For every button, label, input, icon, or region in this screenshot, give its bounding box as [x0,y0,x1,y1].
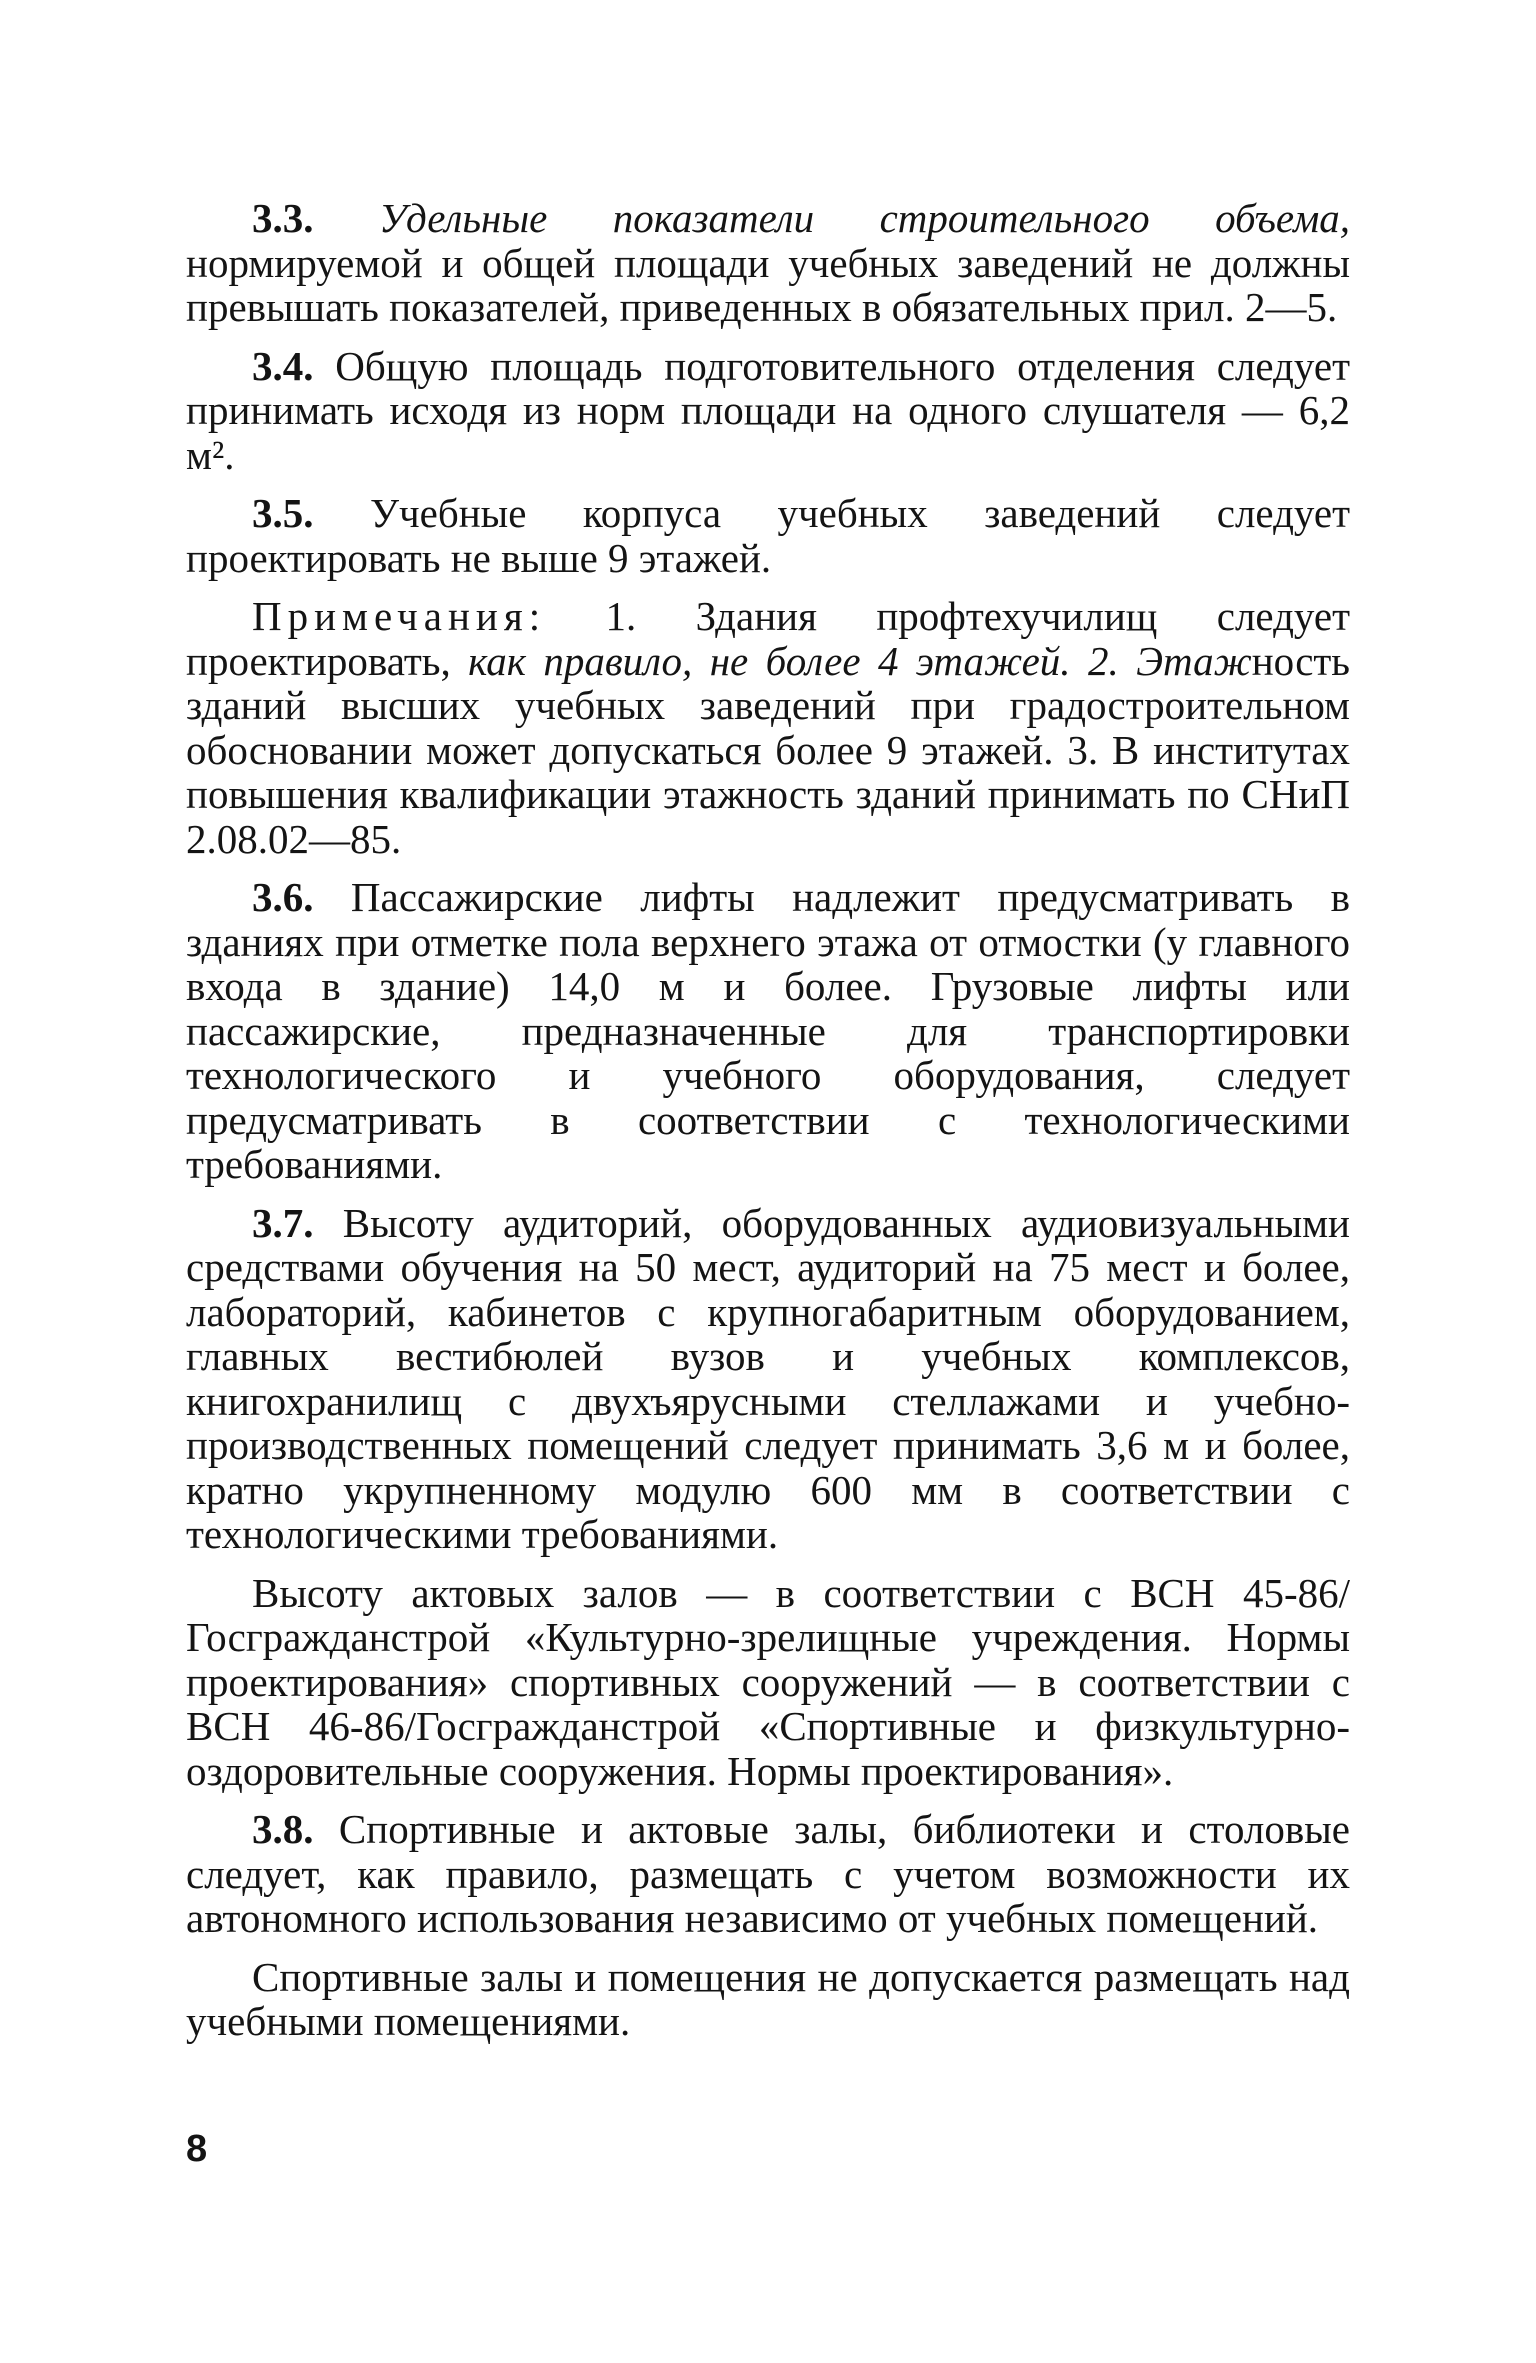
note-italic: как правило, не более 4 этажей. 2. Этаж [468,637,1252,684]
paragraph-3-3 [186,196,1350,330]
paragraph-3-8-continued [186,1955,1350,2044]
note-text-2: ность зданий высших учебных заведений при градостроительном обосновании может допускаться более 9 этажей. 3. В институтах повышения квалификации этажность зданий принимать по СНиП 2.08.02—85. [186,637,1351,862]
clause-number: 3.6. [252,874,314,920]
clause-lead: Удельные показатели строительного объема, [379,195,1351,241]
paragraph-3-8 [186,1807,1350,1941]
clause-text: Общую площадь подготовительного отделения следует принимать исходя из норм площади на одного слушателя — 6,2 м². [186,342,1350,478]
clause-number: 3.7. [252,1199,314,1246]
note-paragraph [186,594,1350,861]
clause-text: Спортивные залы и помещения не допускается размещать над учебными помещениями. [186,1953,1350,2044]
paragraph-3-7-continued [186,1571,1350,1794]
paragraph-3-5 [186,491,1350,580]
clause-text: нормируемой и общей площади учебных заведений не должны превышать показателей, приведенных в обязательных прил. 2—5. [186,239,1350,330]
note-label: Примечания: [252,593,547,639]
body-text [186,196,1350,2058]
clause-text: Высоту аудиторий, оборудованных аудиовизуальными средствами обучения на 50 мест, аудиторий на 75 мест и более, лабораторий, кабинетов с крупногабаритным оборудованием, главных вестибюлей вузов и учебных комплексов, книгохранилищ с двухъярусными стеллажами и учебно-производственных помещений следует принимать 3,6 м и более, кратно укрупненному модулю 600 мм в соответствии с технологическими требованиями. [186,1199,1351,1557]
clause-number: 3.5. [252,490,314,536]
clause-number: 3.3. [252,195,314,241]
clause-text: Учебные корпуса учебных заведений следует проектировать не выше 9 этажей. [186,490,1350,581]
paragraph-3-4 [186,344,1350,478]
page-number: 8 [186,2128,208,2170]
clause-number: 3.8. [252,1806,314,1852]
clause-text: Пассажирские лифты надлежит предусматривать в зданиях при отметке пола верхнего этажа от отмостки (у главного входа в здание) 14,0 м и более. Грузовые лифты или пассажирские, предназначенные для транспортировки технологического и учебного оборудования, следует предусматривать в соответствии с технологическими требованиями. [186,874,1351,1187]
paragraph-3-7 [186,1201,1350,1557]
clause-text: Спортивные и актовые залы, библиотеки и столовые следует, как правило, размещать с учетом возможности их автономного использования независимо от учебных помещений. [186,1806,1350,1941]
paragraph-3-6 [186,875,1350,1187]
clause-number: 3.4. [252,342,314,389]
note-text-1: 1. Здания профтехучилищ следует проектировать, [186,593,1350,684]
clause-text: Высоту актовых залов — в соответствии с ВСН 45-86/Госгражданстрой «Культурно-зрелищные учреждения. Нормы проектирования» спортивных сооружений — в соответствии с ВСН 46-86/Госгражданстрой «Спортивные и физкультурно-оздоровительные сооружения. Нормы проектирования». [186,1569,1350,1794]
